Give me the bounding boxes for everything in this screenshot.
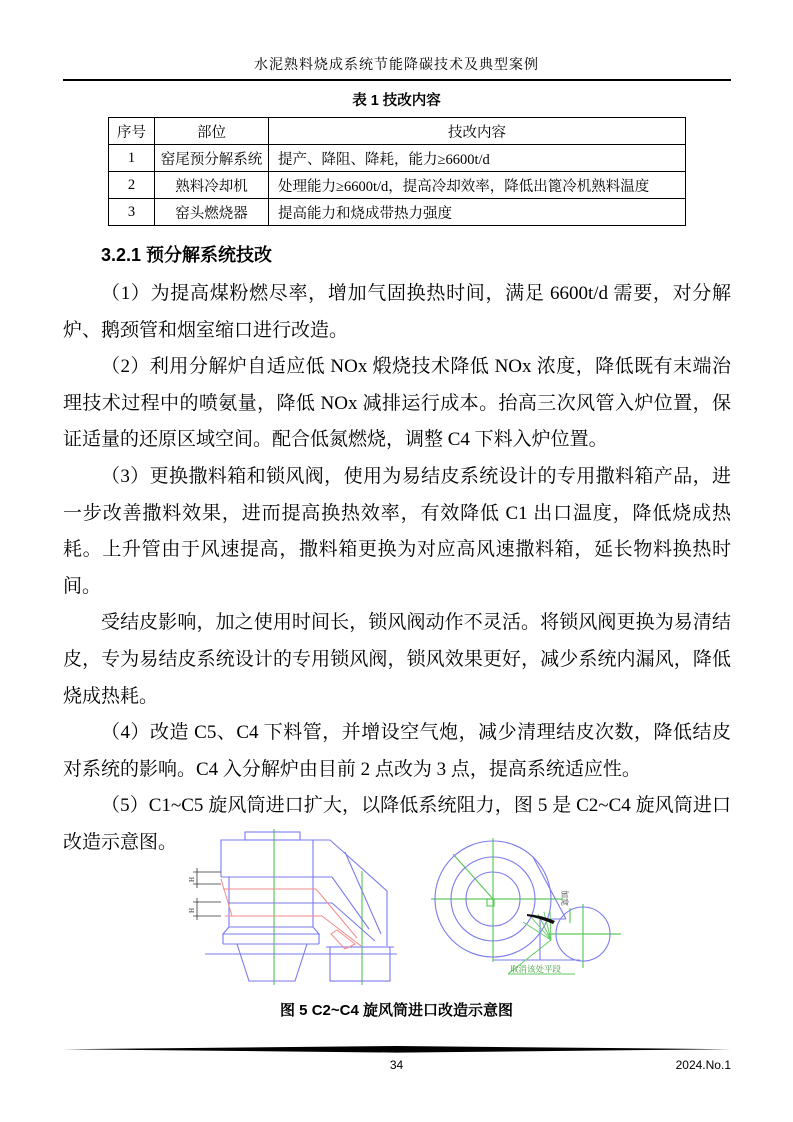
paragraph: （5）C1~C5 旋风筒进口扩大，以降低系统阻力，图 5 是 C2~C4 旋风筒进口改造示意图。	[63, 795, 731, 853]
table-row	[109, 172, 686, 199]
section-heading: 3.2.1 预分解系统技改	[101, 245, 273, 265]
volute-circles	[435, 841, 610, 961]
dimension-label: H	[188, 876, 196, 882]
dimension-marks	[193, 868, 221, 920]
page-number: 34	[389, 1058, 404, 1072]
paragraph: （4）改造 C5、C4 下料管，并增设空气炮，减少清理结皮次数，降低结皮对系统的影响。C4 入分解炉由目前 2 点改为 3 点，提高系统适应性。	[63, 722, 731, 780]
paragraph: （2）利用分解炉自适应低 NOx 煅烧技术降低 NOx 浓度，降低既有末端治理技术过程中的喷氨量，降低 NOx 减排运行成本。抬高三次风管入炉位置，保证适量的还原区域空间。配合低氮燃烧，调整 C4 下料入炉位置。	[63, 356, 731, 451]
header-rule	[63, 79, 731, 81]
paragraph: 受结皮影响，加之使用时间长，锁风阀动作不灵活。将锁风阀更换为易清结皮，专为易结皮系统设计的专用锁风阀，锁风效果更好，减少系统内漏风，降低烧成热耗。	[63, 612, 731, 707]
cyclone-outline	[205, 832, 397, 981]
page-title: 水泥熟料烧成系统节能降碳技术及典型案例	[254, 58, 539, 73]
table-row	[109, 145, 686, 172]
cell-seq: 1	[109, 145, 155, 172]
body-text	[63, 276, 731, 862]
table-row	[109, 199, 686, 226]
modification-lines	[221, 879, 361, 949]
footer-rule	[63, 1046, 731, 1054]
issue-label: 2024.No.1	[675, 1058, 731, 1072]
figure-caption: 图 5 C2~C4 旋风筒进口改造示意图	[280, 1002, 513, 1019]
column-header-part: 部位	[155, 118, 269, 145]
figure-5	[185, 822, 630, 994]
dimension-label: H	[188, 907, 196, 913]
column-header-content: 技改内容	[269, 118, 686, 145]
cell-part: 熟料冷却机	[155, 172, 269, 199]
cell-content: 提产、降阻、降耗，能力≥6600t/d	[269, 145, 686, 172]
cell-content: 提高能力和烧成带热力强度	[269, 199, 686, 226]
cell-content: 处理能力≥6600t/d，提高冷却效率，降低出篦冷机熟料温度	[269, 172, 686, 199]
table-caption: 表 1 技改内容	[352, 93, 441, 109]
centerline	[274, 829, 362, 985]
table-header-row	[109, 118, 686, 145]
centerline	[431, 838, 621, 968]
paragraph: （3）更换撒料箱和锁风阀，使用为易结皮系统设计的专用撒料箱产品，进一步改善撒料效果，进而提高换热效率，有效降低 C1 出口温度，降低烧成热耗。上升管由于风速提高，撒料箱更换为对应高风速撒料箱，延长物料换热时间。	[63, 465, 731, 597]
cyclone-plan-drawing	[423, 822, 630, 994]
cell-seq: 2	[109, 172, 155, 199]
column-header-seq: 序号	[109, 118, 155, 145]
cell-seq: 3	[109, 199, 155, 226]
remove-flat-annotation: 取消该处平段	[510, 964, 562, 974]
cell-part: 窑头燃烧器	[155, 199, 269, 226]
cell-part: 窑尾预分解系统	[155, 145, 269, 172]
cyclone-elevation-drawing	[185, 822, 405, 994]
paragraph: （1）为提高煤粉燃尽率，增加气固换热时间，满足 6600t/d 需要，对分解炉、鹅颈管和烟室缩口进行改造。	[63, 283, 731, 341]
tech-modification-table	[108, 117, 686, 226]
widen-annotation: 加宽	[560, 890, 569, 906]
